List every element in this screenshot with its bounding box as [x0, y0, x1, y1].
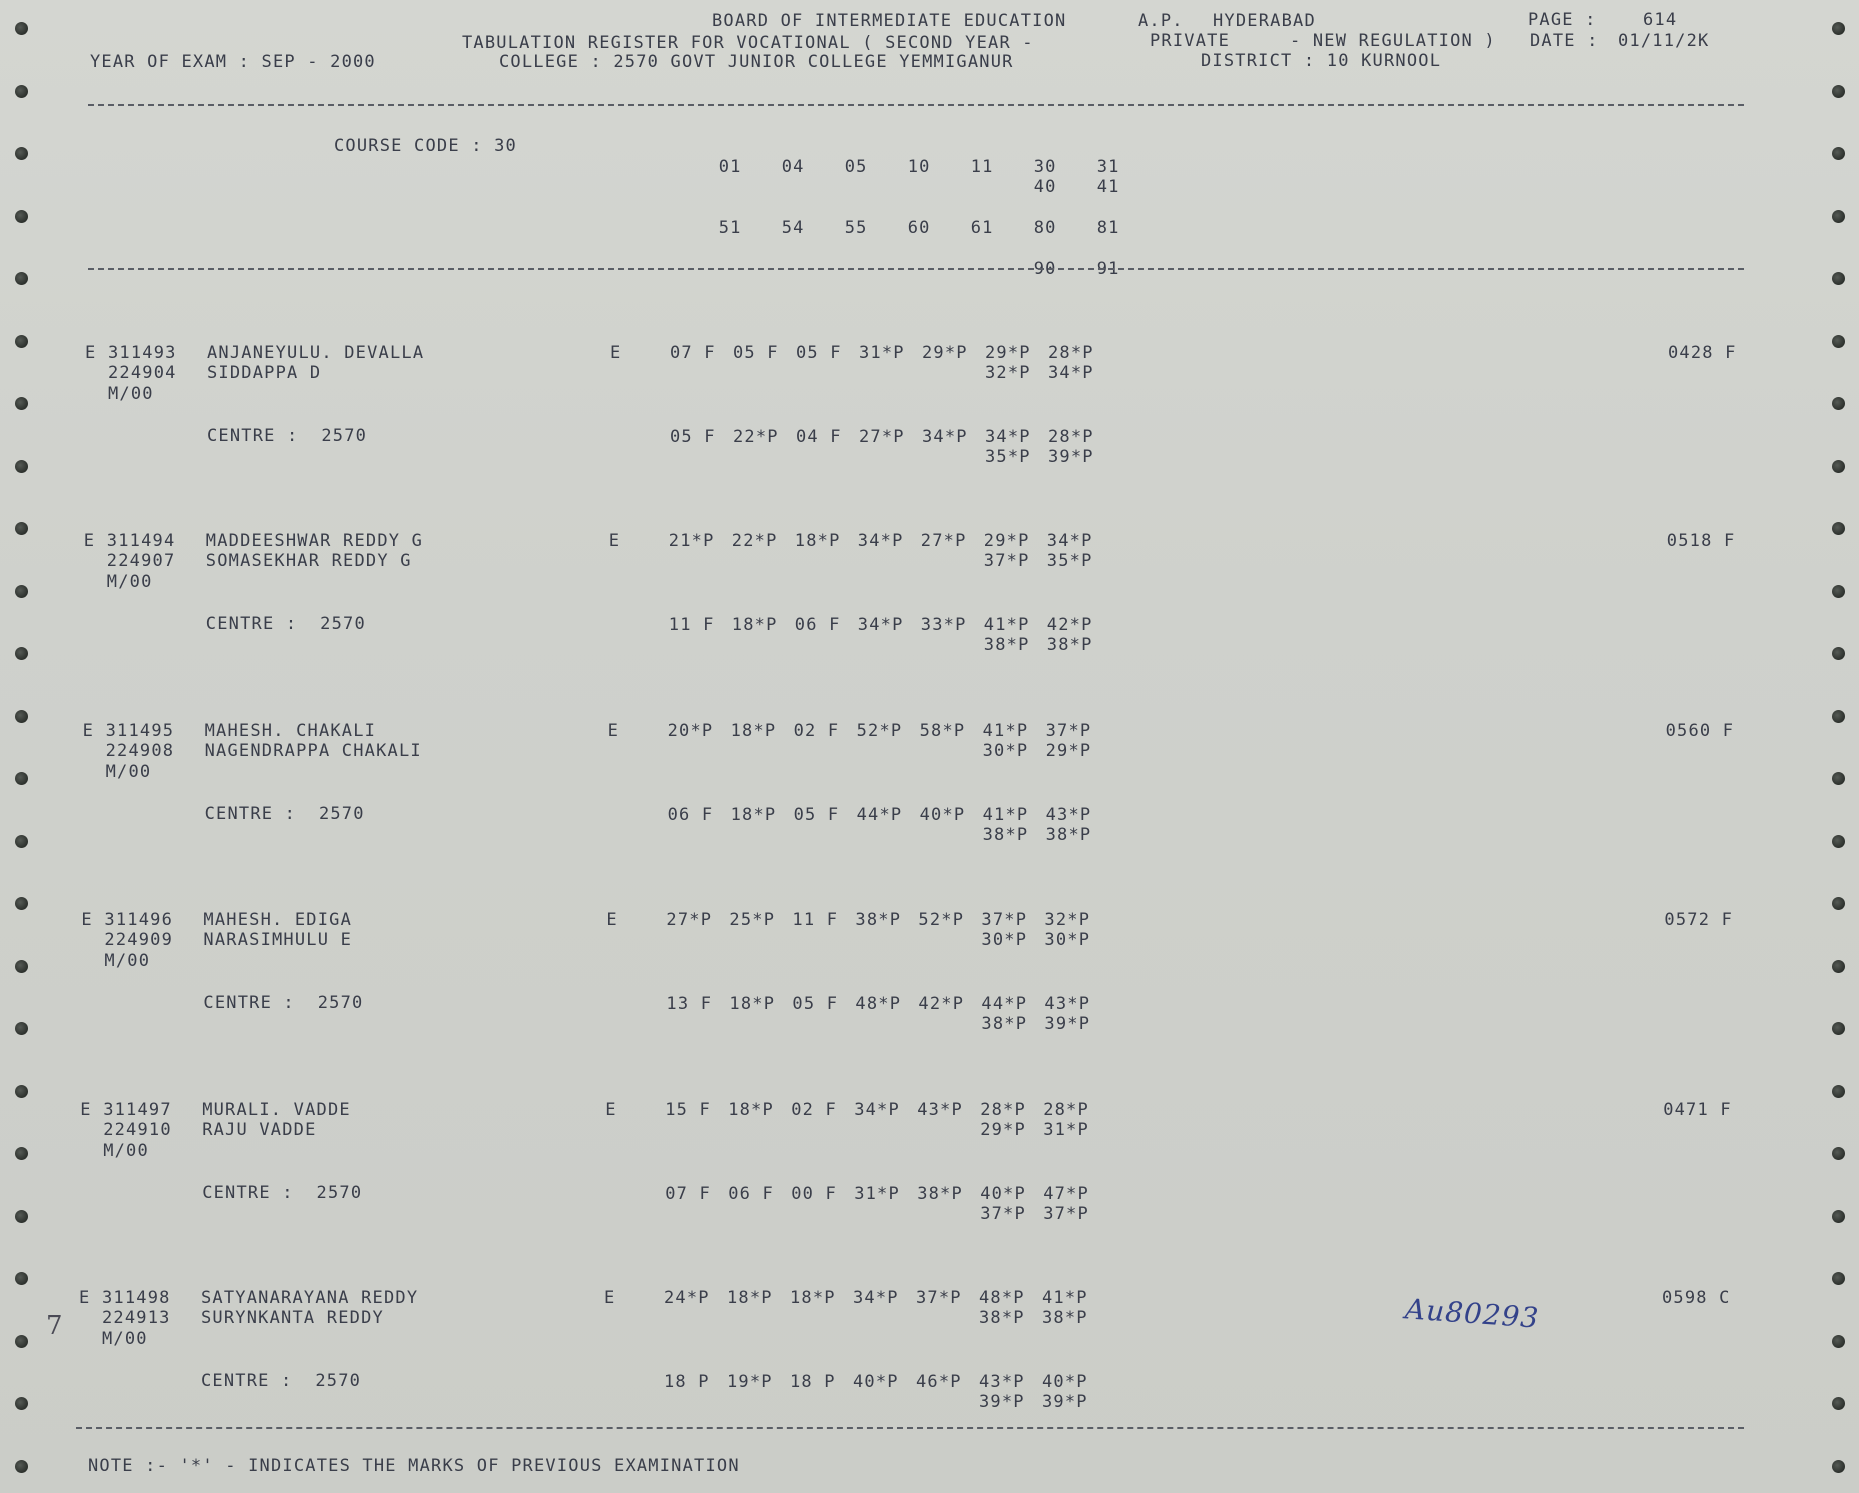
tractor-hole [1832, 1272, 1845, 1285]
subject-mark: 34*P [1046, 531, 1093, 551]
footnote: NOTE :- '*' - INDICATES THE MARKS OF PREVIOUS EXAMINATION [88, 1456, 740, 1476]
subject-code: 30 [1033, 157, 1057, 177]
father-name: SIDDAPPA D [207, 363, 322, 383]
marks-row-2b [980, 1204, 1106, 1225]
subject-mark: 34*P [854, 1100, 900, 1120]
tractor-hole [1832, 147, 1845, 160]
father-name: RAJU VADDE [202, 1120, 317, 1140]
subject-mark: 32*P [985, 363, 1031, 383]
marks-row-2b [985, 447, 1111, 468]
subject-mark: 34*P [857, 531, 904, 551]
tractor-hole [1832, 1085, 1845, 1098]
subject-mark: 38*P [979, 1308, 1025, 1328]
subject-code: 90 [1033, 259, 1057, 279]
father-name: NAGENDRAPPA CHAKALI [204, 741, 422, 761]
medium-code: E [606, 910, 618, 930]
total-result: 0518 F [1666, 531, 1736, 551]
subject-mark: 22*P [733, 427, 779, 447]
date-label: DATE : [1530, 31, 1599, 51]
marks-row-2 [666, 994, 1107, 1015]
subject-mark: 43*P [1045, 805, 1092, 825]
subject-mark: 27*P [666, 910, 713, 930]
subject-mark: 43*P [1044, 994, 1091, 1014]
total-result: 0598 C [1662, 1288, 1731, 1308]
subject-mark: 34*P [985, 427, 1031, 447]
marks-row-1 [666, 910, 1107, 931]
subject-mark: 18*P [730, 805, 777, 825]
subject-mark: 05 F [792, 994, 839, 1014]
hall-ticket-number: 224908 [105, 741, 175, 761]
marks-row-2 [668, 805, 1109, 826]
subject-mark: 05 F [793, 805, 840, 825]
subject-mark: 05 F [670, 427, 716, 447]
tractor-hole [15, 1210, 28, 1223]
subject-code: 10 [907, 157, 931, 177]
medium-code: E [605, 1100, 617, 1120]
tractor-hole [15, 835, 28, 848]
subject-mark: 02 F [791, 1100, 837, 1120]
marks-row-2b [983, 825, 1109, 846]
tractor-hole [15, 522, 28, 535]
subject-mark: 39*P [1048, 447, 1094, 467]
subject-mark: 29*P [983, 531, 1030, 551]
tractor-hole [15, 647, 28, 660]
tractor-hole [1832, 397, 1845, 410]
tractor-hole [15, 85, 28, 98]
subject-mark: 31*P [1043, 1120, 1089, 1140]
category-code: M/00 [104, 951, 151, 971]
subject-mark: 18*P [729, 994, 776, 1014]
subject-mark: 18*P [790, 1288, 836, 1308]
record-code: E [83, 531, 96, 551]
subject-code: 91 [1096, 259, 1120, 279]
marks-row-1b [984, 551, 1110, 572]
medium-code: E [607, 721, 620, 741]
subject-mark: 18 P [664, 1372, 710, 1392]
tractor-hole [1832, 1335, 1845, 1348]
exam-centre: CENTRE : 2570 [204, 804, 365, 824]
subject-mark: 05 F [796, 343, 842, 363]
marks-row-1b [979, 1308, 1105, 1329]
subject-mark: 04 F [796, 427, 842, 447]
tractor-hole [1832, 960, 1845, 973]
marks-row-1b [983, 741, 1109, 762]
subject-mark: 11 F [668, 615, 715, 635]
student-name: ANJANEYULU. DEVALLA [207, 343, 425, 363]
mode-label: PRIVATE [1150, 31, 1231, 51]
tractor-hole [1832, 22, 1845, 35]
subject-mark: 15 F [665, 1100, 711, 1120]
father-name: SOMASEKHAR REDDY G [205, 551, 412, 571]
subject-mark: 38*P [917, 1184, 963, 1204]
tractor-hole [1832, 1022, 1845, 1035]
subject-mark: 35*P [985, 447, 1031, 467]
tractor-hole [15, 272, 28, 285]
subject-code: 41 [1096, 177, 1120, 197]
tractor-hole [1832, 772, 1845, 785]
subject-mark: 41*P [1042, 1288, 1088, 1308]
marks-row-1 [669, 531, 1110, 552]
tractor-hole [15, 585, 28, 598]
subject-mark: 28*P [1048, 427, 1094, 447]
exam-centre: CENTRE : 2570 [201, 1371, 362, 1391]
tractor-hole [1832, 1210, 1845, 1223]
subject-code: 51 [718, 218, 742, 238]
subject-mark: 06 F [667, 805, 714, 825]
subject-mark: 37*P [1043, 1204, 1089, 1224]
tractor-hole [15, 960, 28, 973]
subject-mark: 40*P [980, 1184, 1026, 1204]
tractor-hole [1832, 897, 1845, 910]
subject-mark: 35*P [1046, 551, 1093, 571]
marks-row-2b [984, 635, 1110, 656]
tractor-hole [1832, 272, 1845, 285]
tractor-hole [15, 1272, 28, 1285]
subject-mark: 58*P [919, 721, 966, 741]
subject-mark: 30*P [982, 741, 1029, 761]
subject-mark: 40*P [1042, 1372, 1088, 1392]
tractor-hole [15, 210, 28, 223]
subject-mark: 29*P [922, 343, 968, 363]
father-name: NARASIMHULU E [203, 930, 353, 950]
tractor-hole [1832, 1147, 1845, 1160]
exam-centre: CENTRE : 2570 [207, 426, 368, 446]
subject-mark: 43*P [917, 1100, 963, 1120]
subject-mark: 27*P [920, 531, 967, 551]
tractor-hole [1832, 710, 1845, 723]
subject-mark: 47*P [1043, 1184, 1089, 1204]
total-result: 0560 F [1665, 721, 1735, 741]
registration-number: 311493 [108, 343, 177, 363]
medium-code: E [604, 1288, 616, 1308]
page-label: PAGE : [1528, 10, 1597, 30]
subject-mark: 07 F [670, 343, 716, 363]
subject-mark: 37*P [983, 551, 1030, 571]
course-code: COURSE CODE : 30 [334, 136, 517, 156]
subject-mark: 40*P [919, 805, 966, 825]
medium-code: E [608, 531, 621, 551]
hall-ticket-number: 224904 [108, 363, 177, 383]
subject-mark: 34*P [853, 1288, 899, 1308]
registration-number: 311494 [106, 531, 176, 551]
category-code: M/00 [108, 384, 154, 404]
subject-mark: 39*P [1042, 1392, 1088, 1412]
subject-code: 55 [844, 218, 868, 238]
subject-mark: 37*P [916, 1288, 962, 1308]
subject-mark: 38*P [855, 910, 902, 930]
tractor-hole [1832, 1460, 1845, 1473]
marks-row-2 [664, 1372, 1105, 1393]
exam-centre: CENTRE : 2570 [202, 1183, 363, 1203]
tractor-hole [15, 460, 28, 473]
father-name: SURYNKANTA REDDY [201, 1308, 384, 1328]
divider [88, 268, 1744, 270]
tractor-hole [15, 710, 28, 723]
subject-mark: 37*P [981, 910, 1028, 930]
total-result: 0428 F [1668, 343, 1737, 363]
record-code: E [85, 343, 97, 363]
tractor-hole [15, 1085, 28, 1098]
student-name: MADDEESHWAR REDDY G [205, 531, 424, 551]
subject-mark: 44*P [856, 805, 903, 825]
subject-mark: 39*P [1044, 1014, 1091, 1034]
subject-mark: 37*P [980, 1204, 1026, 1224]
subject-mark: 41*P [982, 721, 1029, 741]
college-name: COLLEGE : 2570 GOVT JUNIOR COLLEGE YEMMIGANUR [499, 52, 1014, 72]
subject-mark: 30*P [981, 930, 1028, 950]
subject-mark: 29*P [985, 343, 1031, 363]
subject-code: 61 [970, 218, 994, 238]
subject-mark: 18 P [790, 1372, 836, 1392]
exam-centre: CENTRE : 2570 [205, 614, 366, 634]
record-code: E [79, 1288, 91, 1308]
marks-row-2b [981, 1014, 1107, 1035]
subject-mark: 48*P [855, 994, 902, 1014]
marks-row-1b [981, 930, 1107, 951]
subject-mark: 41*P [982, 805, 1029, 825]
subject-mark: 28*P [1048, 343, 1094, 363]
marks-row-2 [665, 1184, 1106, 1205]
marks-row-1b [985, 363, 1111, 384]
subject-mark: 02 F [793, 721, 840, 741]
subject-mark: 38*P [1046, 635, 1093, 655]
tractor-hole [1832, 460, 1845, 473]
tractor-hole [1832, 522, 1845, 535]
marks-row-1 [670, 343, 1111, 364]
registration-number: 311495 [105, 721, 175, 741]
page-number: 614 [1643, 10, 1678, 30]
subject-mark: 20*P [667, 721, 714, 741]
subject-mark: 44*P [981, 994, 1028, 1014]
subject-code: 80 [1033, 218, 1057, 238]
hall-ticket-number: 224913 [102, 1308, 171, 1328]
subject-mark: 43*P [979, 1372, 1025, 1392]
marks-row-2 [670, 427, 1111, 448]
registration-number: 311497 [103, 1100, 172, 1120]
subject-mark: 37*P [1045, 721, 1092, 741]
tractor-hole [1832, 585, 1845, 598]
category-code: M/00 [102, 1329, 148, 1349]
tractor-hole [1832, 335, 1845, 348]
subject-mark: 18*P [728, 1100, 774, 1120]
registration-number: 311496 [104, 910, 173, 930]
subject-mark: 27*P [859, 427, 905, 447]
state-label: A.P. [1138, 11, 1184, 31]
tractor-hole [15, 147, 28, 160]
subject-code: 81 [1096, 218, 1120, 238]
subject-mark: 39*P [979, 1392, 1025, 1412]
subject-mark: 29*P [980, 1120, 1026, 1140]
student-name: SATYANARAYANA REDDY [201, 1288, 419, 1308]
handwritten-annotation: Au80293 [1404, 1292, 1541, 1335]
category-code: M/00 [103, 1141, 149, 1161]
subject-mark: 52*P [856, 721, 903, 741]
subject-mark: 30*P [1044, 930, 1091, 950]
medium-code: E [610, 343, 622, 363]
subject-mark: 38*P [981, 1014, 1028, 1034]
record-code: E [82, 721, 95, 741]
subject-mark: 29*P [1045, 741, 1092, 761]
tractor-hole [15, 1335, 28, 1348]
student-name: MURALI. VADDE [202, 1100, 351, 1120]
subject-code: 31 [1096, 157, 1120, 177]
date-value: 01/11/2K [1618, 31, 1710, 51]
tractor-hole [15, 1397, 28, 1410]
pencil-mark: 7 [46, 1311, 64, 1341]
record-code: E [80, 1100, 92, 1120]
total-result: 0572 F [1664, 910, 1733, 930]
subject-code: 01 [718, 157, 742, 177]
subject-mark: 34*P [857, 615, 904, 635]
tractor-hole [15, 1147, 28, 1160]
subject-mark: 21*P [668, 531, 715, 551]
subject-mark: 38*P [982, 825, 1029, 845]
registration-number: 311498 [102, 1288, 171, 1308]
subject-mark: 00 F [791, 1184, 837, 1204]
total-result: 0471 F [1663, 1100, 1732, 1120]
subject-mark: 33*P [920, 615, 967, 635]
board-name: BOARD OF INTERMEDIATE EDUCATION [712, 11, 1067, 31]
marks-row-1b [980, 1120, 1106, 1141]
subject-mark: 11 F [792, 910, 839, 930]
right-tractor-holes [1823, 0, 1853, 1493]
subject-mark: 34*P [922, 427, 968, 447]
subject-mark: 42*P [918, 994, 965, 1014]
subject-mark: 38*P [1045, 825, 1092, 845]
subject-mark: 13 F [666, 994, 713, 1014]
subject-code: 40 [1033, 177, 1057, 197]
city-label: HYDERABAD [1213, 11, 1316, 31]
hall-ticket-number: 224910 [103, 1120, 172, 1140]
tractor-hole [15, 897, 28, 910]
subject-mark: 06 F [728, 1184, 774, 1204]
subject-mark: 38*P [983, 635, 1030, 655]
tractor-hole [15, 772, 28, 785]
subject-mark: 25*P [729, 910, 776, 930]
subject-mark: 31*P [859, 343, 905, 363]
subject-code: 04 [781, 157, 805, 177]
subject-mark: 18*P [730, 721, 777, 741]
subject-mark: 48*P [979, 1288, 1025, 1308]
tractor-hole [15, 22, 28, 35]
subject-code: 60 [907, 218, 931, 238]
subject-mark: 18*P [794, 531, 841, 551]
student-name: MAHESH. CHAKALI [204, 721, 377, 741]
tractor-hole [1832, 85, 1845, 98]
tractor-hole [1832, 835, 1845, 848]
subject-mark: 24*P [664, 1288, 710, 1308]
subject-mark: 07 F [665, 1184, 711, 1204]
subject-mark: 41*P [983, 615, 1030, 635]
divider [76, 1427, 1744, 1429]
subject-mark: 31*P [854, 1184, 900, 1204]
subject-mark: 32*P [1044, 910, 1091, 930]
subject-mark: 28*P [980, 1100, 1026, 1120]
marks-row-1 [665, 1100, 1106, 1121]
subject-code: 05 [844, 157, 868, 177]
subject-mark: 42*P [1046, 615, 1093, 635]
subject-mark: 46*P [916, 1372, 962, 1392]
exam-year: YEAR OF EXAM : SEP - 2000 [90, 52, 376, 72]
tractor-hole [15, 397, 28, 410]
subject-mark: 22*P [731, 531, 778, 551]
hall-ticket-number: 224907 [106, 551, 176, 571]
exam-centre: CENTRE : 2570 [203, 993, 364, 1013]
subject-mark: 05 F [733, 343, 779, 363]
register-title: TABULATION REGISTER FOR VOCATIONAL ( SECOND YEAR - [462, 33, 1034, 53]
tractor-hole [15, 1022, 28, 1035]
hall-ticket-number: 224909 [104, 930, 173, 950]
record-code: E [81, 910, 93, 930]
tractor-hole [1832, 647, 1845, 660]
subject-mark: 34*P [1048, 363, 1094, 383]
subject-mark: 52*P [918, 910, 965, 930]
regulation-label: - NEW REGULATION ) [1290, 31, 1496, 51]
category-code: M/00 [106, 572, 153, 592]
divider [88, 104, 1744, 106]
tractor-hole [1832, 210, 1845, 223]
subject-code: 54 [781, 218, 805, 238]
subject-mark: 18*P [727, 1288, 773, 1308]
marks-row-1 [664, 1288, 1105, 1309]
tractor-hole [15, 335, 28, 348]
district-label: DISTRICT : 10 KURNOOL [1201, 51, 1442, 71]
subject-mark: 19*P [727, 1372, 773, 1392]
marks-row-1 [668, 721, 1109, 742]
student-name: MAHESH. EDIGA [203, 910, 353, 930]
subject-mark: 28*P [1043, 1100, 1089, 1120]
marks-row-2 [669, 615, 1110, 636]
subject-mark: 40*P [853, 1372, 899, 1392]
subject-mark: 38*P [1042, 1308, 1088, 1328]
tractor-hole [1832, 1397, 1845, 1410]
subject-mark: 18*P [731, 615, 778, 635]
subject-code: 11 [970, 157, 994, 177]
category-code: M/00 [105, 762, 152, 782]
subject-mark: 06 F [794, 615, 841, 635]
tractor-hole [15, 1460, 28, 1473]
left-tractor-holes [6, 0, 36, 1493]
marks-row-2b [979, 1392, 1105, 1413]
